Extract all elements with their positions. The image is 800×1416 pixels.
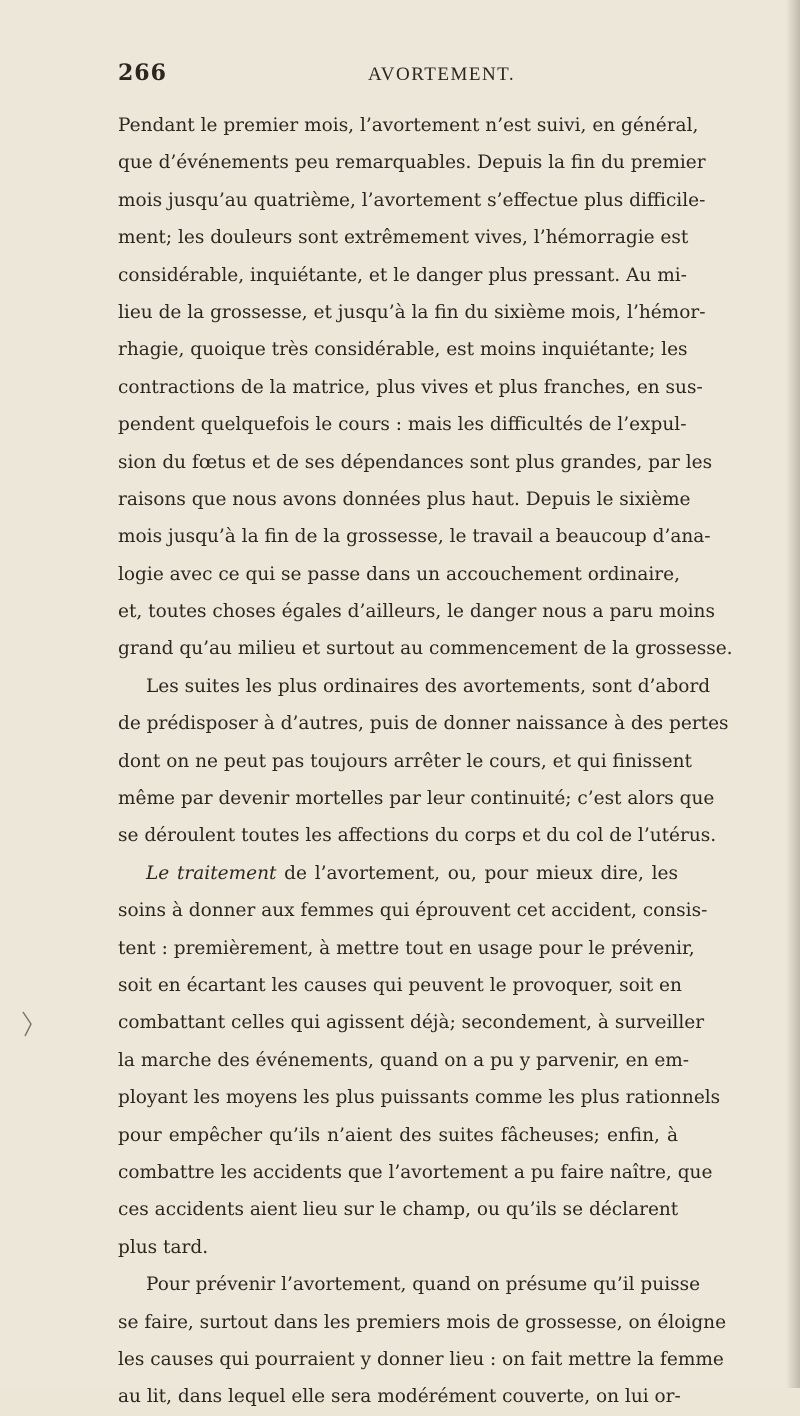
text-line: considérable, inquiétante, et le danger plus pressant. Au mi- [118, 264, 687, 286]
paragraph-1 [118, 107, 733, 668]
text-line: que d’événements peu remarquables. Depuis la fin du premier [118, 152, 706, 174]
text-line: contractions de la matrice, plus vives et plus franches, en sus- [118, 376, 703, 398]
text-line: sion du fœtus et de ses dépendances sont plus grandes, par les [118, 451, 713, 473]
text-line: logie avec ce qui se passe dans un accouchement ordinaire, [118, 563, 680, 585]
text-line: plus tard. [118, 1236, 209, 1258]
text-line: de prédisposer à d’autres, puis de donner naissance à des pertes [118, 713, 729, 735]
text-line: soins à donner aux femmes qui éprouvent cet accident, consis- [118, 900, 708, 922]
text-line: Les suites les plus ordinaires des avortements, sont d’abord [146, 675, 711, 697]
text-line: au lit, dans lequel elle sera modérément couverte, on lui or- [118, 1386, 681, 1408]
text-line: soit en écartant les causes qui peuvent le provoquer, soit en [118, 974, 682, 996]
paragraph-3 [118, 855, 721, 1266]
text-line: se déroulent toutes les affections du corps et du col de l’utérus. [118, 825, 717, 847]
emphasis-text: Le traitement [146, 862, 277, 884]
text-line: lieu de la grossesse, et jusqu’à la fin du sixième mois, l’hémor- [118, 301, 706, 323]
text-line: ment; les douleurs sont extrêmement vives, l’hémorragie est [118, 227, 689, 249]
text-line: pour empêcher qu’ils n’aient des suites fâcheuses; enfin, à [118, 1124, 678, 1146]
text-line: combattant celles qui agissent déjà; secondement, à surveiller [118, 1012, 705, 1034]
text-line: Pendant le premier mois, l’avortement n’est suivi, en général, [118, 115, 699, 136]
text-fragment: de l’avortement, ou, pour mieux dire, les [276, 862, 678, 884]
page-number: 266 [118, 60, 167, 86]
text-line: mois jusqu’à la fin de la grossesse, le travail a beaucoup d’ana- [118, 526, 711, 548]
paragraph-2 [118, 668, 729, 855]
text-line: rhagie, quoique très considérable, est moins inquiétante; les [118, 339, 688, 361]
text-line: grand qu’au milieu et surtout au commencement de la grossesse. [118, 638, 733, 660]
text-line [118, 855, 678, 892]
text-line: la marche des événements, quand on a pu y parvenir, en em- [118, 1049, 690, 1071]
text-line: les causes qui pourraient y donner lieu : on fait mettre la femme [118, 1348, 724, 1370]
text-line: combattre les accidents que l’avortement a pu faire naître, que [118, 1161, 713, 1183]
text-line: pendent quelquefois le cours : mais les difficultés de l’expul- [118, 414, 687, 436]
text-line: Pour prévenir l’avortement, quand on présume qu’il puisse [146, 1274, 701, 1296]
text-line: tent : premièrement, à mettre tout en usage pour le prévenir, [118, 937, 695, 959]
paragraph-4 [118, 1266, 727, 1416]
page-edge-shadow [786, 0, 800, 1388]
text-line: ployant les moyens les plus puissants comme les plus rationnels [118, 1087, 721, 1109]
body-text [118, 107, 733, 1416]
running-title: AVORTEMENT. [368, 64, 516, 85]
text-line: dont on ne peut pas toujours arrêter le cours, et qui finissent [118, 750, 692, 772]
text-line: ces accidents aient lieu sur le champ, ou qu’ils se déclarent [118, 1199, 679, 1221]
page-header [118, 60, 678, 100]
text-line: se faire, surtout dans les premiers mois de grossesse, on éloigne [118, 1311, 727, 1333]
text-line: même par devenir mortelles par leur continuité; c’est alors que [118, 788, 715, 810]
margin-mark-icon [20, 1010, 42, 1038]
text-line: mois jusqu’au quatrième, l’avortement s’effectue plus difficile- [118, 189, 706, 211]
text-line: et, toutes choses égales d’ailleurs, le danger nous a paru moins [118, 601, 715, 623]
text-line: raisons que nous avons données plus haut. Depuis le sixième [118, 488, 691, 510]
